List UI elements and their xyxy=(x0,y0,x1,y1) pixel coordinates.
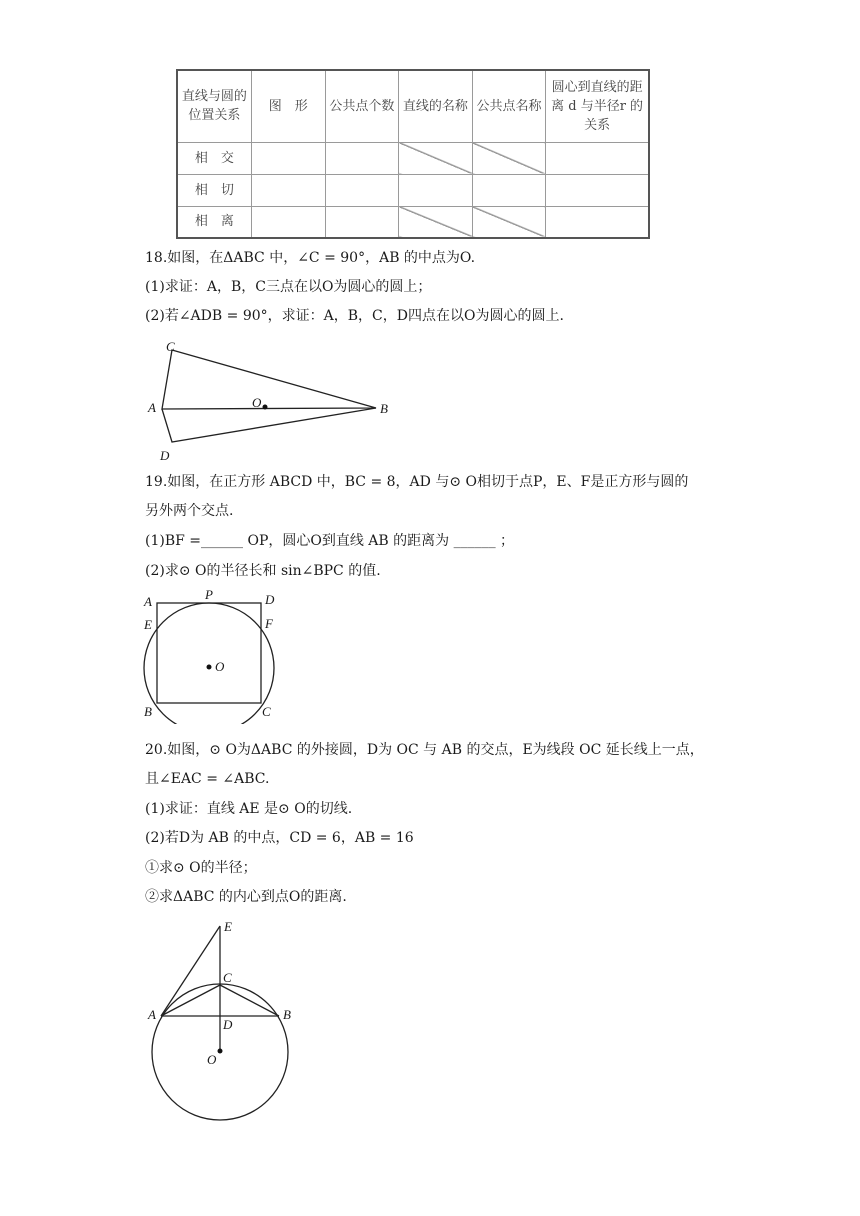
triangle-abd xyxy=(162,408,376,442)
label-f: F xyxy=(265,616,273,631)
line-bc xyxy=(220,985,279,1016)
line-ae xyxy=(161,926,220,1016)
label-o: O xyxy=(215,659,225,674)
table-cell xyxy=(325,206,399,238)
label-c: C xyxy=(223,970,232,985)
table-header-cell: 公共点名称 xyxy=(472,70,546,142)
point-o xyxy=(207,665,212,670)
table-cell xyxy=(399,174,473,206)
line-ac xyxy=(161,985,220,1016)
table-cell-crossed xyxy=(472,142,546,174)
label-c: C xyxy=(262,704,271,719)
label-e: E xyxy=(144,617,152,632)
table-cell-crossed xyxy=(399,142,473,174)
point-o xyxy=(263,405,268,410)
table-cell xyxy=(472,174,546,206)
label-e: E xyxy=(224,919,232,934)
table-header-cell: 直线与圆的位置关系 xyxy=(177,70,251,142)
label-b: B xyxy=(380,401,388,416)
label-b: B xyxy=(283,1007,291,1022)
q19-line-1: 19.如图，在正方形 ABCD 中，BC = 8，AD 与⊙ O相切于点P，E、F是正方形与圆的 xyxy=(145,474,689,490)
table-cell xyxy=(546,206,649,238)
label-o: O xyxy=(207,1052,217,1067)
table-row-label: 相 交 xyxy=(177,142,251,174)
table-cell xyxy=(325,142,399,174)
q20-line-1: 20.如图，⊙ O为ΔABC 的外接圆，D为 OC 与 AB 的交点，E为线段 OC 延长线上一点， xyxy=(145,742,704,758)
table-row xyxy=(177,142,649,174)
q20-line-6: ②求ΔABC 的内心到点O的距离. xyxy=(145,889,347,905)
table-header-cell: 图 形 xyxy=(251,70,325,142)
point-o xyxy=(218,1049,223,1054)
table-row-label: 相 离 xyxy=(177,206,251,238)
q20-line-5: ①求⊙ O的半径； xyxy=(145,860,257,876)
q18-figure xyxy=(140,336,400,466)
q19-line-3: (1)BF =______ OP，圆心O到直线 AB 的距离为 ______ ； xyxy=(145,533,515,549)
label-a: A xyxy=(148,1007,156,1022)
table-header-cell: 直线的名称 xyxy=(399,70,473,142)
table-cell xyxy=(251,142,325,174)
table-cell xyxy=(546,174,649,206)
label-b: B xyxy=(144,704,152,719)
table-header-row xyxy=(177,70,649,142)
q18-line-1: 18.如图，在ΔABC 中，∠C = 90°，AB 的中点为O. xyxy=(145,250,476,266)
table-cell-crossed xyxy=(399,206,473,238)
q20-line-4: (2)若D为 AB 的中点，CD = 6，AB = 16 xyxy=(145,830,414,846)
q20-line-3: (1)求证：直线 AE 是⊙ O的切线. xyxy=(145,801,353,817)
circle-o xyxy=(144,603,274,724)
label-p: P xyxy=(205,588,213,602)
label-a: A xyxy=(144,594,152,609)
table-row xyxy=(177,206,649,238)
label-d: D xyxy=(265,592,275,607)
label-o: O xyxy=(252,395,262,410)
q20-line-2: 且∠EAC = ∠ABC. xyxy=(145,771,270,787)
table-cell xyxy=(251,174,325,206)
table-cell xyxy=(251,206,325,238)
q19-figure xyxy=(138,588,288,724)
square-abcd xyxy=(157,603,261,703)
q18-line-2: (1)求证：A，B，C三点在以O为圆心的圆上； xyxy=(145,279,432,295)
table-row-label: 相 切 xyxy=(177,174,251,206)
table-header-cell: 公共点个数 xyxy=(325,70,399,142)
table-cell-crossed xyxy=(472,206,546,238)
label-c: C xyxy=(166,339,175,354)
table-header-cell: 圆心到直线的距离 d 与半径r 的关系 xyxy=(546,70,649,142)
q19-line-2: 另外两个交点. xyxy=(145,503,234,519)
label-d: D xyxy=(160,448,170,463)
label-d: D xyxy=(223,1017,233,1032)
label-a: A xyxy=(148,400,156,415)
table-cell xyxy=(546,142,649,174)
q20-figure xyxy=(140,912,300,1124)
table-row xyxy=(177,174,649,206)
position-relation-table xyxy=(176,69,650,239)
q19-line-4: (2)求⊙ O的半径长和 sin∠BPC 的值. xyxy=(145,563,381,579)
triangle-abc xyxy=(162,350,376,409)
table-cell xyxy=(325,174,399,206)
q18-line-3: (2)若∠ADB = 90°，求证：A，B，C，D四点在以O为圆心的圆上. xyxy=(145,308,564,324)
